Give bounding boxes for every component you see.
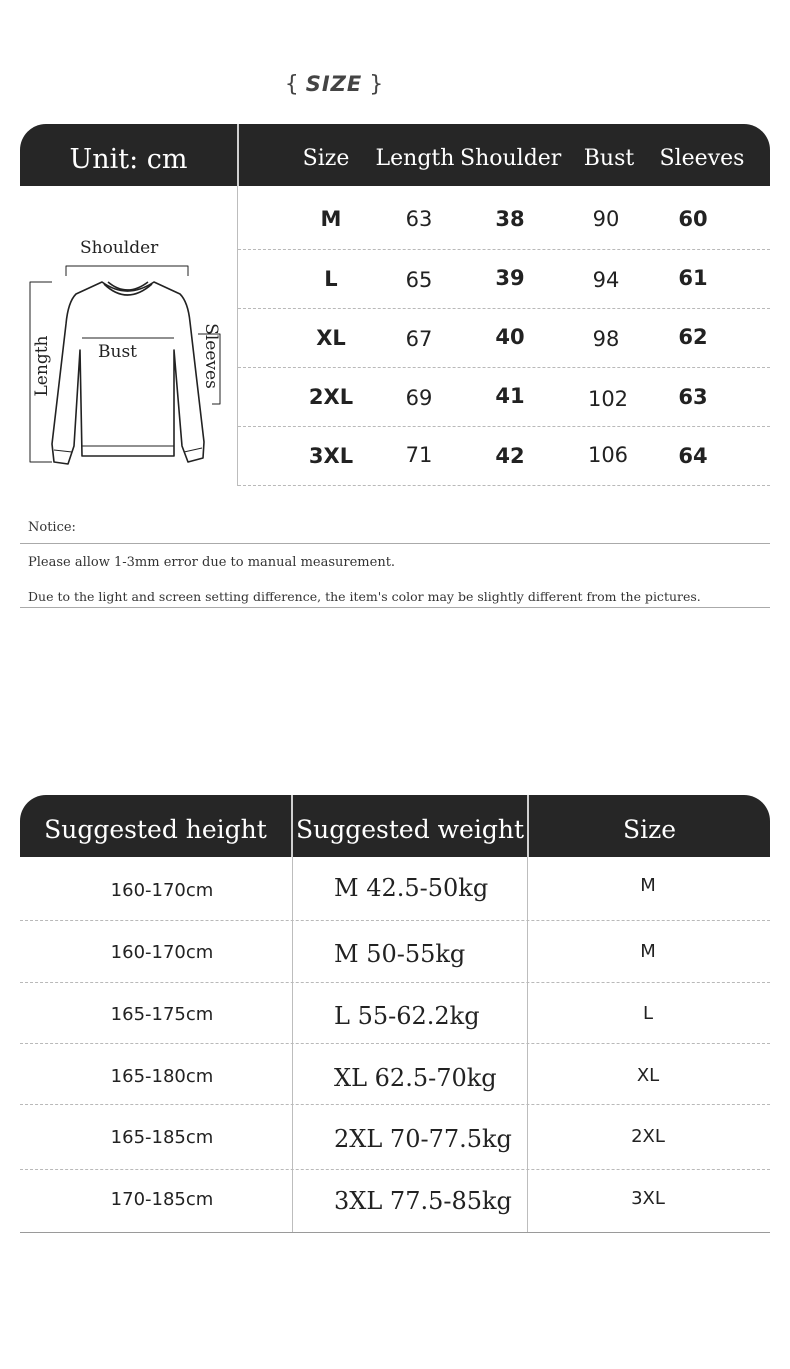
- row-divider: [238, 308, 770, 309]
- cell-height: 165-185cm: [110, 1127, 214, 1148]
- row-divider: [20, 1104, 770, 1105]
- row-divider: [238, 485, 770, 486]
- col-header-bust: Bust: [583, 146, 635, 171]
- cell-length: 63: [405, 207, 433, 231]
- cell-shoulder: 39: [495, 266, 525, 290]
- cell-fit-size: XL: [636, 1065, 660, 1086]
- cell-fit-size: M: [640, 875, 656, 896]
- cell-shoulder: 38: [495, 207, 525, 231]
- row-divider: [238, 426, 770, 427]
- col-header-length: Length: [375, 146, 455, 171]
- cell-shoulder: 40: [495, 325, 525, 349]
- page-title: [0, 72, 668, 97]
- diagram-label-shoulder: Shoulder: [80, 238, 159, 258]
- row-divider: [20, 1043, 770, 1044]
- cell-size: M: [320, 207, 342, 231]
- cell-weight: XL 62.5-70kg: [334, 1064, 497, 1092]
- row-divider: [238, 367, 770, 368]
- diagram-label-sleeves: Sleeves: [201, 323, 221, 389]
- size-chart-header: [20, 124, 770, 186]
- cell-height: 165-175cm: [110, 1004, 214, 1025]
- diagram-label-bust: Bust: [98, 342, 137, 362]
- cell-weight: M 42.5-50kg: [334, 874, 489, 902]
- title-open-brace: {: [284, 72, 299, 97]
- cell-size: 3XL: [308, 444, 354, 468]
- cell-sleeves: 64: [678, 444, 708, 468]
- cell-fit-size: M: [640, 941, 656, 962]
- cell-size: 2XL: [308, 385, 354, 409]
- header-divider: [237, 124, 239, 186]
- col-header-shoulder: Shoulder: [460, 146, 562, 171]
- cell-shoulder: 41: [495, 384, 525, 408]
- fit-chart-header: [20, 795, 770, 857]
- col-header-sleeves: Sleeves: [659, 146, 745, 171]
- cell-weight: 3XL 77.5-85kg: [334, 1187, 512, 1215]
- notice-divider: [20, 543, 770, 544]
- cell-fit-size: 2XL: [631, 1126, 665, 1147]
- fit-chart-vertical-divider: [527, 857, 528, 1233]
- notice-line-1: Please allow 1-3mm error due to manual measurement.: [28, 555, 396, 570]
- cell-height: 160-170cm: [110, 880, 214, 901]
- cell-length: 67: [405, 327, 433, 351]
- cell-weight: 2XL 70-77.5kg: [334, 1125, 512, 1153]
- cell-sleeves: 62: [678, 325, 708, 349]
- cell-length: 65: [405, 268, 433, 292]
- cell-bust: 106: [587, 443, 629, 467]
- cell-bust: 98: [592, 327, 620, 351]
- table-bottom-border: [20, 1232, 770, 1233]
- cell-bust: 102: [587, 387, 629, 411]
- diagram-label-length: Length: [32, 335, 52, 397]
- cell-bust: 94: [592, 268, 620, 292]
- size-chart-vertical-divider: [237, 186, 238, 486]
- cell-height: 170-185cm: [110, 1189, 214, 1210]
- row-divider: [20, 982, 770, 983]
- cell-weight: L 55-62.2kg: [334, 1002, 480, 1030]
- cell-bust: 90: [592, 207, 620, 231]
- cell-shoulder: 42: [495, 444, 525, 468]
- notice-divider: [20, 607, 770, 608]
- cell-length: 71: [405, 443, 433, 467]
- unit-label: Unit: cm: [69, 144, 188, 175]
- cell-size: L: [324, 267, 338, 291]
- row-divider: [20, 920, 770, 921]
- cell-sleeves: 61: [678, 266, 708, 290]
- title-close-brace: }: [369, 72, 384, 97]
- row-divider: [238, 249, 770, 250]
- cell-height: 165-180cm: [110, 1066, 214, 1087]
- row-divider: [20, 1169, 770, 1170]
- col-header-weight: Suggested weight: [296, 815, 524, 844]
- col-header-height: Suggested height: [44, 815, 267, 844]
- cell-weight: M 50-55kg: [334, 940, 466, 968]
- cell-size: XL: [316, 326, 346, 350]
- cell-fit-size: 3XL: [631, 1188, 665, 1209]
- fit-chart-vertical-divider: [292, 857, 293, 1233]
- cell-height: 160-170cm: [110, 942, 214, 963]
- notice-line-2: Due to the light and screen setting difference, the item's color may be slightly different from the pictures.: [28, 589, 701, 604]
- cell-sleeves: 60: [678, 207, 708, 231]
- notice-heading: Notice:: [28, 520, 76, 535]
- col-header-size: Size: [302, 146, 350, 171]
- cell-sleeves: 63: [678, 385, 708, 409]
- cell-length: 69: [405, 386, 433, 410]
- title-word: SIZE: [305, 72, 363, 96]
- cell-fit-size: L: [642, 1003, 654, 1024]
- col-header-fit-size: Size: [622, 815, 677, 844]
- sweatshirt-diagram: [22, 232, 232, 482]
